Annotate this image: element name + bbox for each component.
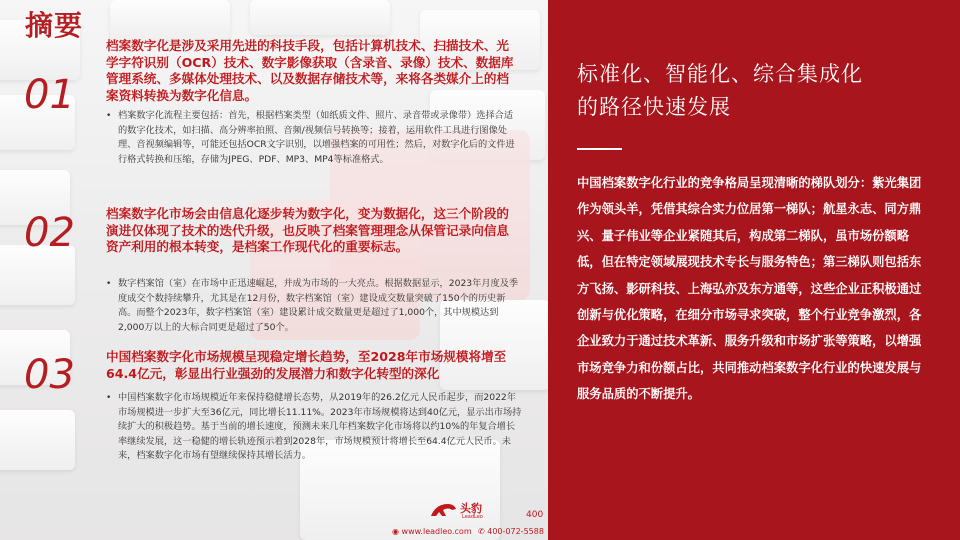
phone-icon: ✆ (478, 527, 485, 536)
globe-icon: ◉ (392, 527, 399, 536)
section-number-02: 02 (24, 210, 75, 256)
footer-website[interactable] (392, 527, 472, 536)
section-bullet-01: • 档案数字化流程主要包括：首先，根据档案类型（如纸质文件、照片、录音带或录像带）选择合适的数字化技术，如扫描、高分辨率拍照、音频/视频信号转换等；接着，运用软件工具进行图像处理、音视频编辑等，可能还包括OCR文字识别，以增强档案的可用性；然后，对数字化后的文件进行格式转换和压缩，存储为JPEG、PDF、MP3、MP4等标准格式。 (104, 109, 522, 167)
right-heading: 标准化、智能化、综合集成化的路径快速发展 (577, 62, 863, 119)
right-divider (577, 148, 622, 150)
section-heading-02: 档案数字化市场会由信息化逐步转为数字化，变为数据化，这三个阶段的演进仅体现了技术的迭代升级，也反映了档案管理理念从保管记录向信息资产利用的根本转变，是档案工作现代化的重要标志。 (106, 206, 509, 255)
right-body-text: 中国档案数字化行业的竞争格局呈现清晰的梯队划分：紫光集团作为领头羊，凭借其综合实力位居第一梯队；航星永志、同方鼎兴、量子伟业等企业紧随其后，构成第二梯队，虽市场份额略低，但在特定领域展现技术专长与服务特色；第三梯队则包括东方飞扬、影研科技、上海弘亦及东方通等，这些企业正积极通过创新与优化策略，在细分市场寻求突破，整个行业竞争激烈，各企业致力于通过技术革新、服务升级和市场扩张等策略，以增强市场竞争力和份额占比，共同推动档案数字化行业的快速发展与服务品质的不断提升。 (577, 176, 922, 402)
section-bullet-02: • 数字档案馆（室）在市场中正迅速崛起，并成为市场的一大亮点。根据数据显示，2023年月度及季度成交个数持续攀升，尤其是在12月份，数字档案馆（室）建设成交数量突破了150个的历史新高。而整个2023年，数字档案馆（室）建设累计成交数量更是超过了1,000个，其中规模达到2,000万以上的大标合同更是超过了50个。 (104, 277, 522, 335)
section-number-03: 03 (24, 352, 75, 398)
section-number-01: 01 (24, 72, 75, 118)
logo-text: 头豹 (460, 502, 482, 515)
phone-text: 400-072-5588 (487, 527, 544, 536)
page-number-fragment: 400 (526, 510, 544, 520)
section-heading-01: 档案数字化是涉及采用先进的科技手段，包括计算机技术、扫描技术、光学字符识别（OCR）技术、数字影像获取（含录音、录像）技术、数据库管理系统、多媒体处理技术、以及数据存储技术等，来将各类媒介上的档案资料转换为数字化信息。 (106, 38, 514, 103)
section-bullet-03: • 中国档案数字化市场规模近年来保持稳健增长态势，从2019年的26.2亿元人民币起步，而2022年市场规模进一步扩大至36亿元，同比增长11.11%。2023年市场规模将达到40亿元，显示出市场持续扩大的积极趋势。基于当前的增长速度，预测未来几年档案数字化市场将以约10%的年复合增长率继续发展，这一稳健的增长轨迹预示着到2028年，市场规模预计将增长至64.4亿元人民币。未来，档案数字化市场有望继续保持其增长活力。 (104, 391, 522, 464)
section-heading-03: 中国档案数字化市场规模呈现稳定增长趋势，至2028年市场规模将增至64.4亿元，彰显出行业强劲的发展潜力和数字化转型的深化 (106, 349, 507, 381)
page-title: 摘要 (25, 9, 84, 42)
footer-phone (478, 527, 544, 536)
website-text: www.leadleo.com (401, 527, 472, 536)
right-panel (548, 0, 960, 540)
logo-subtext: LeadLeo (462, 514, 483, 520)
